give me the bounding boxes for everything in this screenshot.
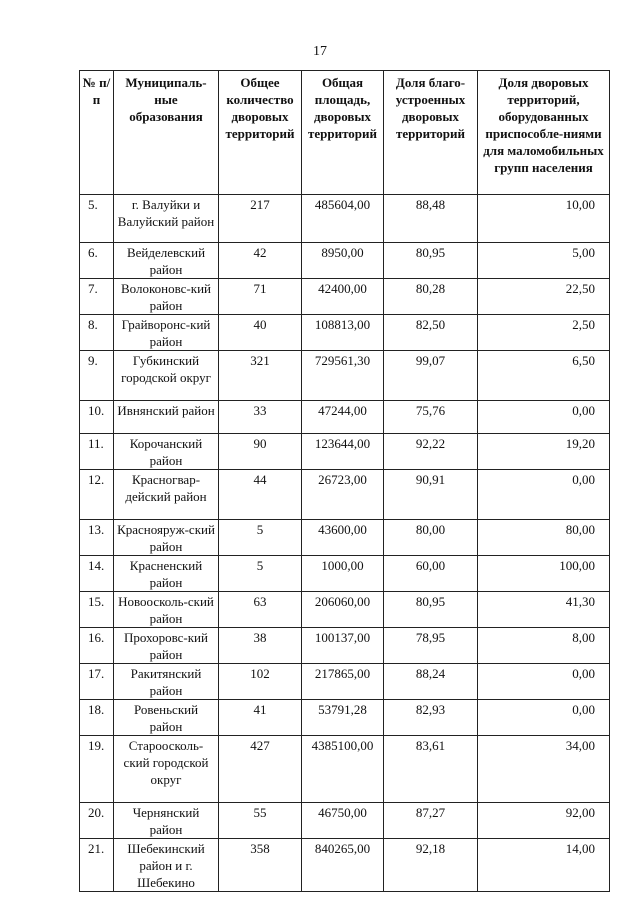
table-row [80, 279, 610, 315]
cell-improved-share: 78,95 [384, 628, 478, 664]
cell-accessible-share: 100,00 [478, 556, 610, 592]
cell-row-number: 10. [80, 401, 114, 434]
cell-accessible-share: 80,00 [478, 520, 610, 556]
cell-municipality: Красногвар-дейский район [114, 470, 219, 520]
cell-improved-share: 92,18 [384, 839, 478, 892]
cell-improved-share: 80,95 [384, 592, 478, 628]
table-row [80, 315, 610, 351]
cell-total-count: 321 [219, 351, 302, 401]
header-number: № п/п [80, 71, 114, 195]
cell-total-area: 46750,00 [302, 803, 384, 839]
cell-municipality: Красненский район [114, 556, 219, 592]
cell-municipality: Новоосколь-ский район [114, 592, 219, 628]
cell-improved-share: 80,95 [384, 243, 478, 279]
cell-total-area: 217865,00 [302, 664, 384, 700]
header-total-area: Общая площадь, дворовых территорий [302, 71, 384, 195]
table-row [80, 243, 610, 279]
header-total-count: Общее количество дворовых территорий [219, 71, 302, 195]
cell-total-area: 729561,30 [302, 351, 384, 401]
table-row [80, 401, 610, 434]
table-row [80, 195, 610, 243]
cell-accessible-share: 34,00 [478, 736, 610, 803]
cell-improved-share: 99,07 [384, 351, 478, 401]
cell-municipality: Чернянский район [114, 803, 219, 839]
cell-accessible-share: 19,20 [478, 434, 610, 470]
cell-row-number: 19. [80, 736, 114, 803]
cell-total-area: 8950,00 [302, 243, 384, 279]
cell-municipality: Вейделевский район [114, 243, 219, 279]
cell-row-number: 12. [80, 470, 114, 520]
table-row [80, 736, 610, 803]
cell-total-area: 840265,00 [302, 839, 384, 892]
cell-municipality: Волоконовс-кий район [114, 279, 219, 315]
cell-total-count: 38 [219, 628, 302, 664]
cell-total-area: 26723,00 [302, 470, 384, 520]
cell-total-count: 427 [219, 736, 302, 803]
cell-municipality: Ивнянский район [114, 401, 219, 434]
table-row [80, 520, 610, 556]
table-row [80, 592, 610, 628]
cell-accessible-share: 0,00 [478, 700, 610, 736]
cell-accessible-share: 92,00 [478, 803, 610, 839]
cell-accessible-share: 6,50 [478, 351, 610, 401]
cell-total-count: 55 [219, 803, 302, 839]
cell-improved-share: 87,27 [384, 803, 478, 839]
cell-accessible-share: 8,00 [478, 628, 610, 664]
cell-total-area: 4385100,00 [302, 736, 384, 803]
table-row [80, 351, 610, 401]
cell-total-count: 63 [219, 592, 302, 628]
cell-accessible-share: 0,00 [478, 401, 610, 434]
table-row [80, 434, 610, 470]
header-improved-share: Доля благо-устроенных дворовых территорий [384, 71, 478, 195]
cell-total-area: 485604,00 [302, 195, 384, 243]
cell-row-number: 11. [80, 434, 114, 470]
cell-total-count: 33 [219, 401, 302, 434]
table-row [80, 803, 610, 839]
table-row [80, 664, 610, 700]
cell-improved-share: 82,93 [384, 700, 478, 736]
cell-municipality: Краснояруж-ский район [114, 520, 219, 556]
header-municipality: Муниципаль-ные образования [114, 71, 219, 195]
table-row [80, 839, 610, 892]
cell-total-area: 206060,00 [302, 592, 384, 628]
cell-municipality: Губкинский городской округ [114, 351, 219, 401]
cell-total-count: 102 [219, 664, 302, 700]
cell-row-number: 8. [80, 315, 114, 351]
cell-total-count: 217 [219, 195, 302, 243]
cell-total-count: 71 [219, 279, 302, 315]
data-table [79, 70, 610, 892]
cell-total-area: 47244,00 [302, 401, 384, 434]
cell-improved-share: 92,22 [384, 434, 478, 470]
cell-total-area: 43600,00 [302, 520, 384, 556]
cell-municipality: Ракитянский район [114, 664, 219, 700]
cell-total-count: 40 [219, 315, 302, 351]
cell-row-number: 17. [80, 664, 114, 700]
cell-municipality: Корочанский район [114, 434, 219, 470]
cell-municipality: г. Валуйки и Валуйский район [114, 195, 219, 243]
table-row [80, 700, 610, 736]
page-number: 17 [313, 44, 327, 59]
cell-total-count: 90 [219, 434, 302, 470]
cell-row-number: 15. [80, 592, 114, 628]
cell-improved-share: 88,24 [384, 664, 478, 700]
cell-improved-share: 80,00 [384, 520, 478, 556]
cell-row-number: 6. [80, 243, 114, 279]
cell-municipality: Прохоровс-кий район [114, 628, 219, 664]
cell-improved-share: 82,50 [384, 315, 478, 351]
cell-total-area: 53791,28 [302, 700, 384, 736]
cell-improved-share: 88,48 [384, 195, 478, 243]
cell-total-count: 5 [219, 520, 302, 556]
cell-total-area: 42400,00 [302, 279, 384, 315]
table-header-row [80, 71, 610, 195]
cell-row-number: 21. [80, 839, 114, 892]
cell-row-number: 13. [80, 520, 114, 556]
cell-accessible-share: 10,00 [478, 195, 610, 243]
table-row [80, 628, 610, 664]
cell-total-count: 42 [219, 243, 302, 279]
cell-accessible-share: 0,00 [478, 664, 610, 700]
header-accessible-share: Доля дворовых территорий, оборудованных приспособле-ниями для маломобильных групп населения [478, 71, 610, 195]
cell-municipality: Староосколь-ский городской округ [114, 736, 219, 803]
table-row [80, 470, 610, 520]
cell-improved-share: 80,28 [384, 279, 478, 315]
cell-row-number: 20. [80, 803, 114, 839]
cell-accessible-share: 2,50 [478, 315, 610, 351]
cell-row-number: 18. [80, 700, 114, 736]
cell-total-area: 1000,00 [302, 556, 384, 592]
cell-row-number: 9. [80, 351, 114, 401]
cell-improved-share: 60,00 [384, 556, 478, 592]
cell-total-area: 123644,00 [302, 434, 384, 470]
cell-accessible-share: 41,30 [478, 592, 610, 628]
cell-improved-share: 83,61 [384, 736, 478, 803]
cell-total-count: 44 [219, 470, 302, 520]
cell-accessible-share: 5,00 [478, 243, 610, 279]
cell-total-count: 358 [219, 839, 302, 892]
cell-municipality: Грайворонс-кий район [114, 315, 219, 351]
cell-row-number: 14. [80, 556, 114, 592]
cell-municipality: Ровеньский район [114, 700, 219, 736]
cell-improved-share: 90,91 [384, 470, 478, 520]
cell-total-count: 5 [219, 556, 302, 592]
cell-total-area: 100137,00 [302, 628, 384, 664]
cell-improved-share: 75,76 [384, 401, 478, 434]
cell-total-count: 41 [219, 700, 302, 736]
cell-row-number: 7. [80, 279, 114, 315]
cell-municipality: Шебекинский район и г. Шебекино [114, 839, 219, 892]
cell-row-number: 5. [80, 195, 114, 243]
cell-accessible-share: 22,50 [478, 279, 610, 315]
cell-row-number: 16. [80, 628, 114, 664]
table-row [80, 556, 610, 592]
cell-accessible-share: 0,00 [478, 470, 610, 520]
cell-accessible-share: 14,00 [478, 839, 610, 892]
cell-total-area: 108813,00 [302, 315, 384, 351]
